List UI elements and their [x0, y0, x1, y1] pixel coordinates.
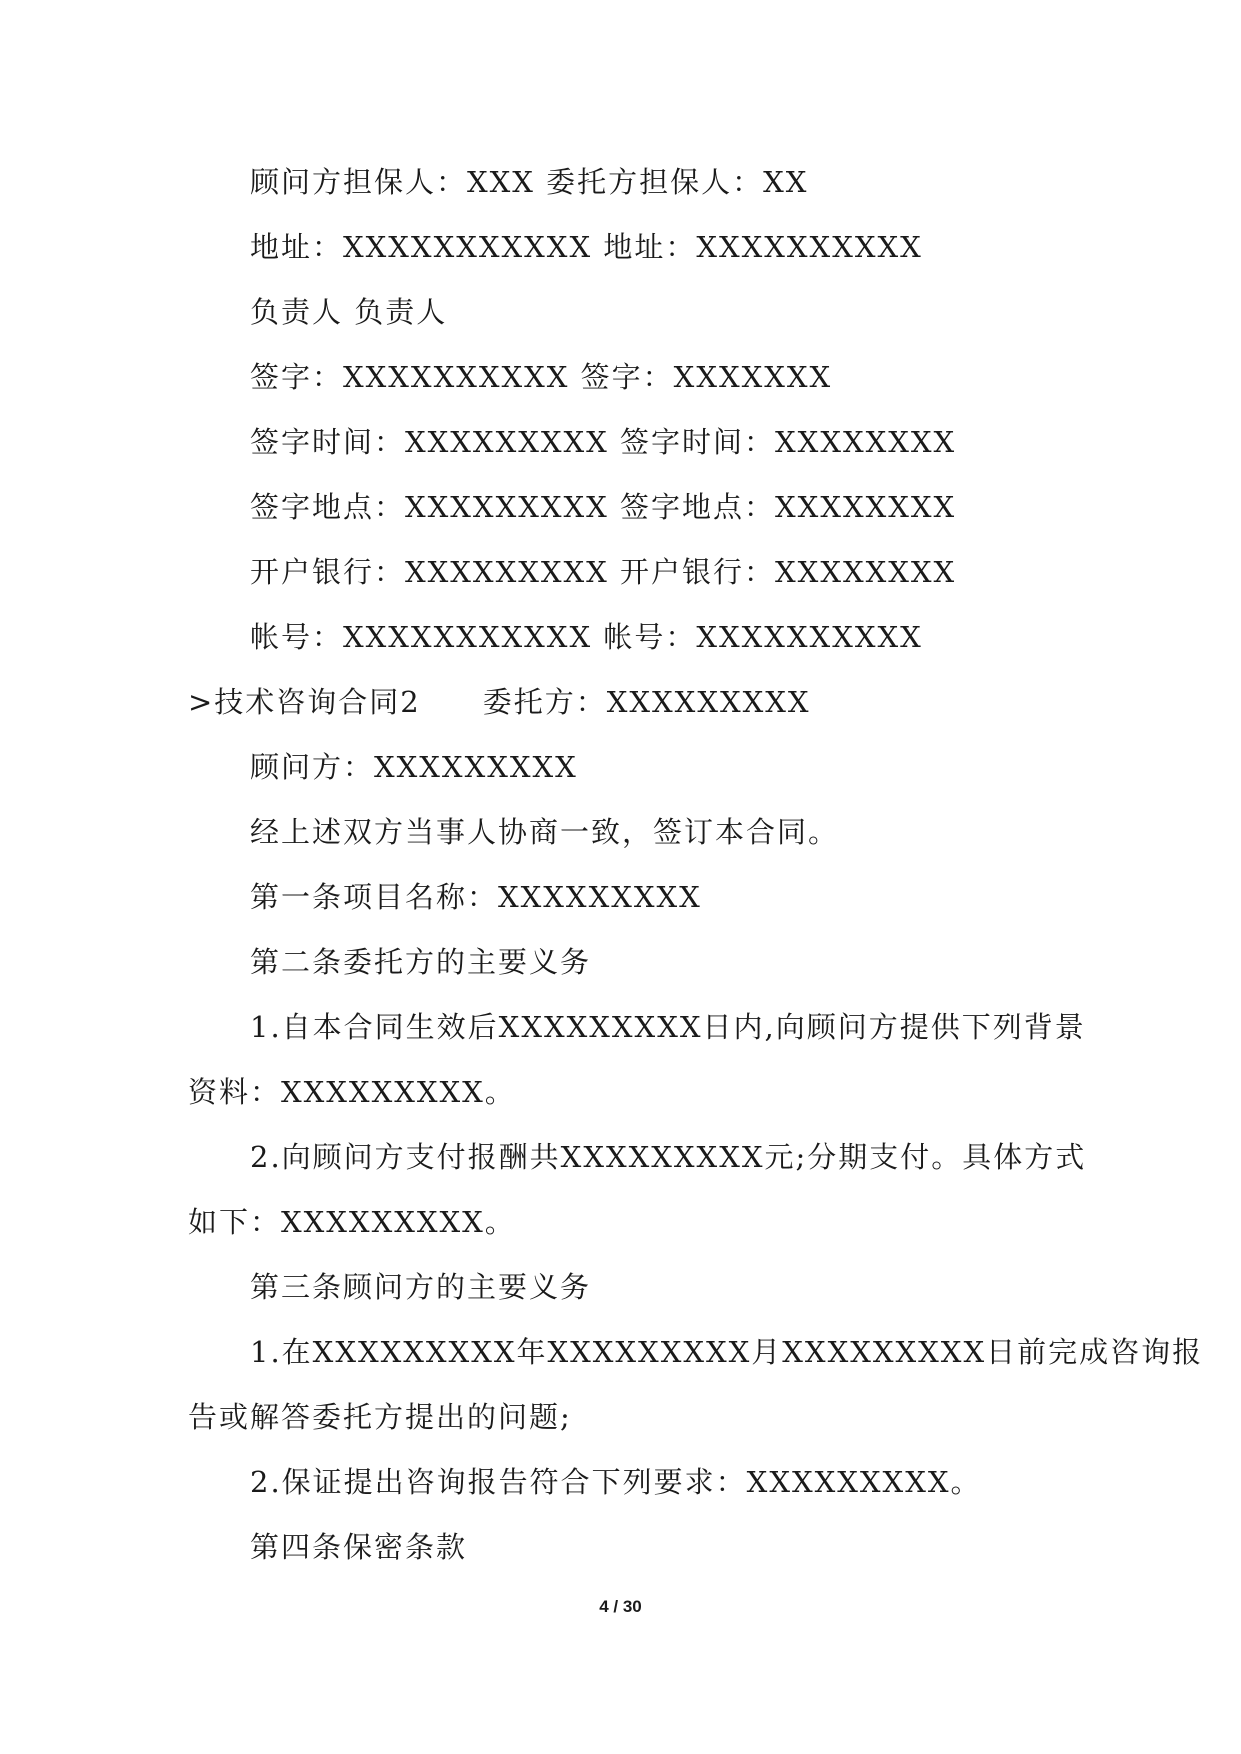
text-line: 1.在XXXXXXXXX年XXXXXXXXX月XXXXXXXXX日前完成咨询报 [250, 1335, 1204, 1369]
text-line: 第二条委托方的主要义务 [250, 945, 592, 979]
text-line: 资料：XXXXXXXXX。 [188, 1075, 516, 1109]
text-line: 第四条保密条款 [250, 1530, 468, 1564]
text-line: 帐号：XXXXXXXXXXX 帐号：XXXXXXXXXX [250, 620, 923, 654]
text-line: 地址：XXXXXXXXXXX 地址：XXXXXXXXXX [250, 230, 923, 264]
text-line: 如下：XXXXXXXXX。 [188, 1205, 516, 1239]
text-line: 开户银行：XXXXXXXXX 开户银行：XXXXXXXX [250, 555, 957, 589]
text-line: 1.自本合同生效后XXXXXXXXX日内,向顾问方提供下列背景 [250, 1010, 1086, 1044]
page-number: 4 / 30 [599, 1597, 642, 1616]
text-line: 负责人 负责人 [250, 295, 448, 329]
text-line: 第一条项目名称：XXXXXXXXX [250, 880, 702, 914]
text-line: 顾问方担保人：XXX 委托方担保人：XX [250, 165, 809, 199]
text-line: 签字地点：XXXXXXXXX 签字地点：XXXXXXXX [250, 490, 957, 524]
text-line: 签字时间：XXXXXXXXX 签字时间：XXXXXXXX [250, 425, 957, 459]
text-line: 2.保证提出咨询报告符合下列要求：XXXXXXXXX。 [250, 1465, 982, 1499]
text-line: 顾问方：XXXXXXXXX [250, 750, 578, 784]
text-line: >技术咨询合同2 委托方：XXXXXXXXX [188, 685, 811, 719]
text-line: 告或解答委托方提出的问题; [188, 1400, 572, 1434]
text-line: 2.向顾问方支付报酬共XXXXXXXXX元;分期支付。具体方式 [250, 1140, 1087, 1174]
text-line: 第三条顾问方的主要义务 [250, 1270, 592, 1304]
text-line: 签字：XXXXXXXXXX 签字：XXXXXXX [250, 360, 833, 394]
text-line: 经上述双方当事人协商一致，签订本合同。 [250, 815, 840, 849]
